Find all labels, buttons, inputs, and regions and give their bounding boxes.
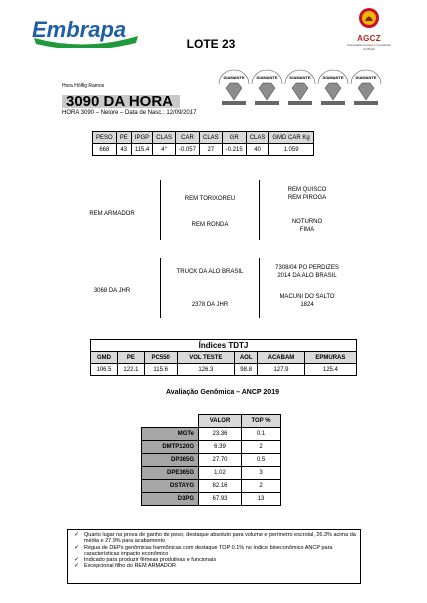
- agcz-logo: [345, 7, 393, 51]
- farm-name: Hora Hólfig Ramos: [62, 83, 105, 89]
- table-row: [142, 480, 281, 493]
- row-value: 6.39: [199, 441, 242, 454]
- row-top: 2: [242, 441, 281, 454]
- row-top: 2: [242, 480, 281, 493]
- genomic-title: Avaliação Genômica – ANCP 2019: [166, 389, 279, 396]
- badge-ribbon: [255, 101, 279, 105]
- performance-header-row: [93, 132, 314, 144]
- diamond-badge-icon: [351, 70, 381, 105]
- indices-title: Índices TDTJ: [90, 339, 357, 352]
- blank-cell: [142, 415, 199, 428]
- value-gmd: 106.5: [91, 364, 118, 376]
- value-pe: 43: [116, 144, 131, 156]
- row-top: 0.5: [242, 454, 281, 467]
- header-clas: CLAS: [153, 132, 176, 144]
- row-label: DP365G: [142, 454, 199, 467]
- row-value: 67.93: [199, 493, 242, 506]
- row-label: MGTe: [142, 428, 199, 441]
- row-label: DMTP120G: [142, 441, 199, 454]
- sire-dam-sire: NOTURNO: [291, 219, 323, 225]
- badge-ribbon: [222, 101, 246, 105]
- dam-dam: 2378 DA JHR: [191, 302, 229, 308]
- diamond-gem-icon: [325, 83, 341, 100]
- dam: 3068 DA JHR: [93, 288, 131, 294]
- check-icon: ✓: [74, 563, 80, 570]
- indices-table: [90, 351, 357, 376]
- header-epmuras: EPMURAS: [304, 352, 356, 364]
- value-aol: 98.8: [235, 364, 258, 376]
- animal-name: 3090 DA HORA: [66, 93, 173, 110]
- badge-ribbon: [354, 101, 378, 105]
- header-ipgp: IPGP: [131, 132, 153, 144]
- header-gmd: GMD: [91, 352, 118, 364]
- agcz-emblem-icon: [358, 7, 380, 29]
- dam-dam-sire: MACUNI DO SALTO: [279, 294, 335, 300]
- header-pc550: PC550: [144, 352, 177, 364]
- header-peso: PESO: [93, 132, 117, 144]
- value-gmd: 1.059: [269, 144, 313, 156]
- row-label: DPE365G: [142, 467, 199, 480]
- agcz-subtext: Associação Guzerá e Guzolando do Brasil: [347, 43, 391, 51]
- header-valor: VALOR: [199, 415, 242, 428]
- header-clas: CLAS: [199, 132, 222, 144]
- header-acabam: ACABAM: [258, 352, 305, 364]
- badge-ribbon: [321, 101, 345, 105]
- table-row: [142, 454, 281, 467]
- row-value: 23.36: [199, 428, 242, 441]
- logo-text: Embrapa: [32, 17, 127, 42]
- check-icon: ✓: [74, 544, 80, 551]
- diamond-badge-icon: [285, 70, 315, 105]
- diamond-gem-icon: [259, 83, 275, 100]
- sire-sire-dam: REM PIROGA: [287, 195, 327, 201]
- sire: REM ARMADOR: [89, 211, 135, 217]
- sire-dam: REM RONDA: [191, 222, 229, 228]
- value-acabam: 127.9: [258, 364, 305, 376]
- header-pe: PE: [117, 352, 144, 364]
- embrapa-logo: [30, 16, 142, 48]
- badge-label: DIAMANTE: [289, 75, 311, 80]
- pedigree-line: [259, 258, 260, 318]
- genomic-table: [141, 414, 281, 506]
- value-vol-teste: 126.3: [177, 364, 235, 376]
- pedigree-line: [160, 258, 161, 318]
- header-car: CAR: [175, 132, 199, 144]
- diamond-badge-icon: [219, 70, 249, 105]
- value-pe: 122.1: [117, 364, 144, 376]
- table-row: [142, 441, 281, 454]
- row-label: D3PG: [142, 493, 199, 506]
- lot-number: LOTE 23: [186, 37, 236, 51]
- row-top: 3: [242, 467, 281, 480]
- diamond-badge-icon: [318, 70, 348, 105]
- pedigree-line: [160, 180, 161, 240]
- performance-table: [92, 131, 314, 156]
- header-vol-teste: VOL TESTE: [177, 352, 235, 364]
- performance-value-row: [93, 144, 314, 156]
- row-top: 13: [242, 493, 281, 506]
- animal-detail: HORA 3090 – Nelore – Data de Nasc.: 12/09/2017: [62, 110, 197, 116]
- sire-dam-dam: FIMA: [299, 227, 315, 233]
- badge-label: DIAMANTE: [322, 75, 344, 80]
- dam-sire-sire: 7308/04 PO PERDIZES: [275, 265, 339, 271]
- table-row: [142, 493, 281, 506]
- value-clas: 40: [246, 144, 269, 156]
- diamond-badges: [216, 68, 388, 108]
- diamond-gem-icon: [226, 83, 242, 100]
- diamond-gem-icon: [292, 83, 308, 100]
- header-clas: CLAS: [246, 132, 269, 144]
- row-value: 82.16: [199, 480, 242, 493]
- badge-label: DIAMANTE: [223, 75, 245, 80]
- value-peso: 668: [93, 144, 117, 156]
- value-pc550: 115.6: [144, 364, 177, 376]
- diamond-badge-icon: [252, 70, 282, 105]
- row-top: 0.1: [242, 428, 281, 441]
- genomic-header-row: [142, 415, 281, 428]
- check-icon: ✓: [74, 532, 80, 538]
- note-item: [74, 532, 356, 545]
- value-clas: 27: [199, 144, 222, 156]
- diamond-gem-icon: [358, 83, 374, 100]
- header-gr: GR: [222, 132, 246, 144]
- value-car: -0.057: [175, 144, 199, 156]
- agcz-text: AGCZ: [357, 34, 381, 43]
- row-value: 1.02: [199, 467, 242, 480]
- value-epmuras: 125.4: [304, 364, 356, 376]
- check-icon: ✓: [74, 557, 80, 564]
- notes-box: [67, 529, 361, 584]
- table-row: [142, 428, 281, 441]
- note-text: Régua de DEPs genômicas harmônicas com destaque TOP 0.1% no índice bioeconômico ANCP para características impacto econômico: [84, 544, 333, 557]
- indices-value-row: [91, 364, 357, 376]
- row-value: 27.70: [199, 454, 242, 467]
- note-text: Indicado para produzir fêmeas produtivas e funcionais: [84, 557, 217, 564]
- note-item: [74, 563, 356, 569]
- badge-ribbon: [288, 101, 312, 105]
- value-clas: 4°: [153, 144, 176, 156]
- header-top: TOP %: [242, 415, 281, 428]
- header-gmd: GMD CAR Kg: [269, 132, 313, 144]
- indices-header-row: [91, 352, 357, 364]
- note-text: Excepcional filho do REM ARMADOR: [84, 563, 177, 570]
- dam-dam-dam: 1824: [300, 302, 314, 308]
- value-ipgp: 115.4: [131, 144, 153, 156]
- value-gr: -0.215: [222, 144, 246, 156]
- header-pe: PE: [116, 132, 131, 144]
- dam-sire-dam: 2014 DA ALO BRASIL: [277, 273, 337, 279]
- header-aol: AOL: [235, 352, 258, 364]
- badge-label: DIAMANTE: [256, 75, 278, 80]
- badge-label: DIAMANTE: [355, 75, 377, 80]
- pedigree-line: [259, 180, 260, 240]
- dam-sire: TRUCK DA ALO BRASIL: [176, 269, 244, 275]
- note-text: Quarto lugar na prova de ganho de peso, destaque absoluto para volume e perímetro escrotal, 26.3% acima da média e 27.9% para acabamento: [84, 532, 356, 545]
- row-label: DSTAYG: [142, 480, 199, 493]
- table-row: [142, 467, 281, 480]
- sire-sire-sire: REM QUISCO: [287, 187, 327, 193]
- sire-sire: REM TORIXOREU: [184, 196, 236, 202]
- note-item: [74, 545, 356, 558]
